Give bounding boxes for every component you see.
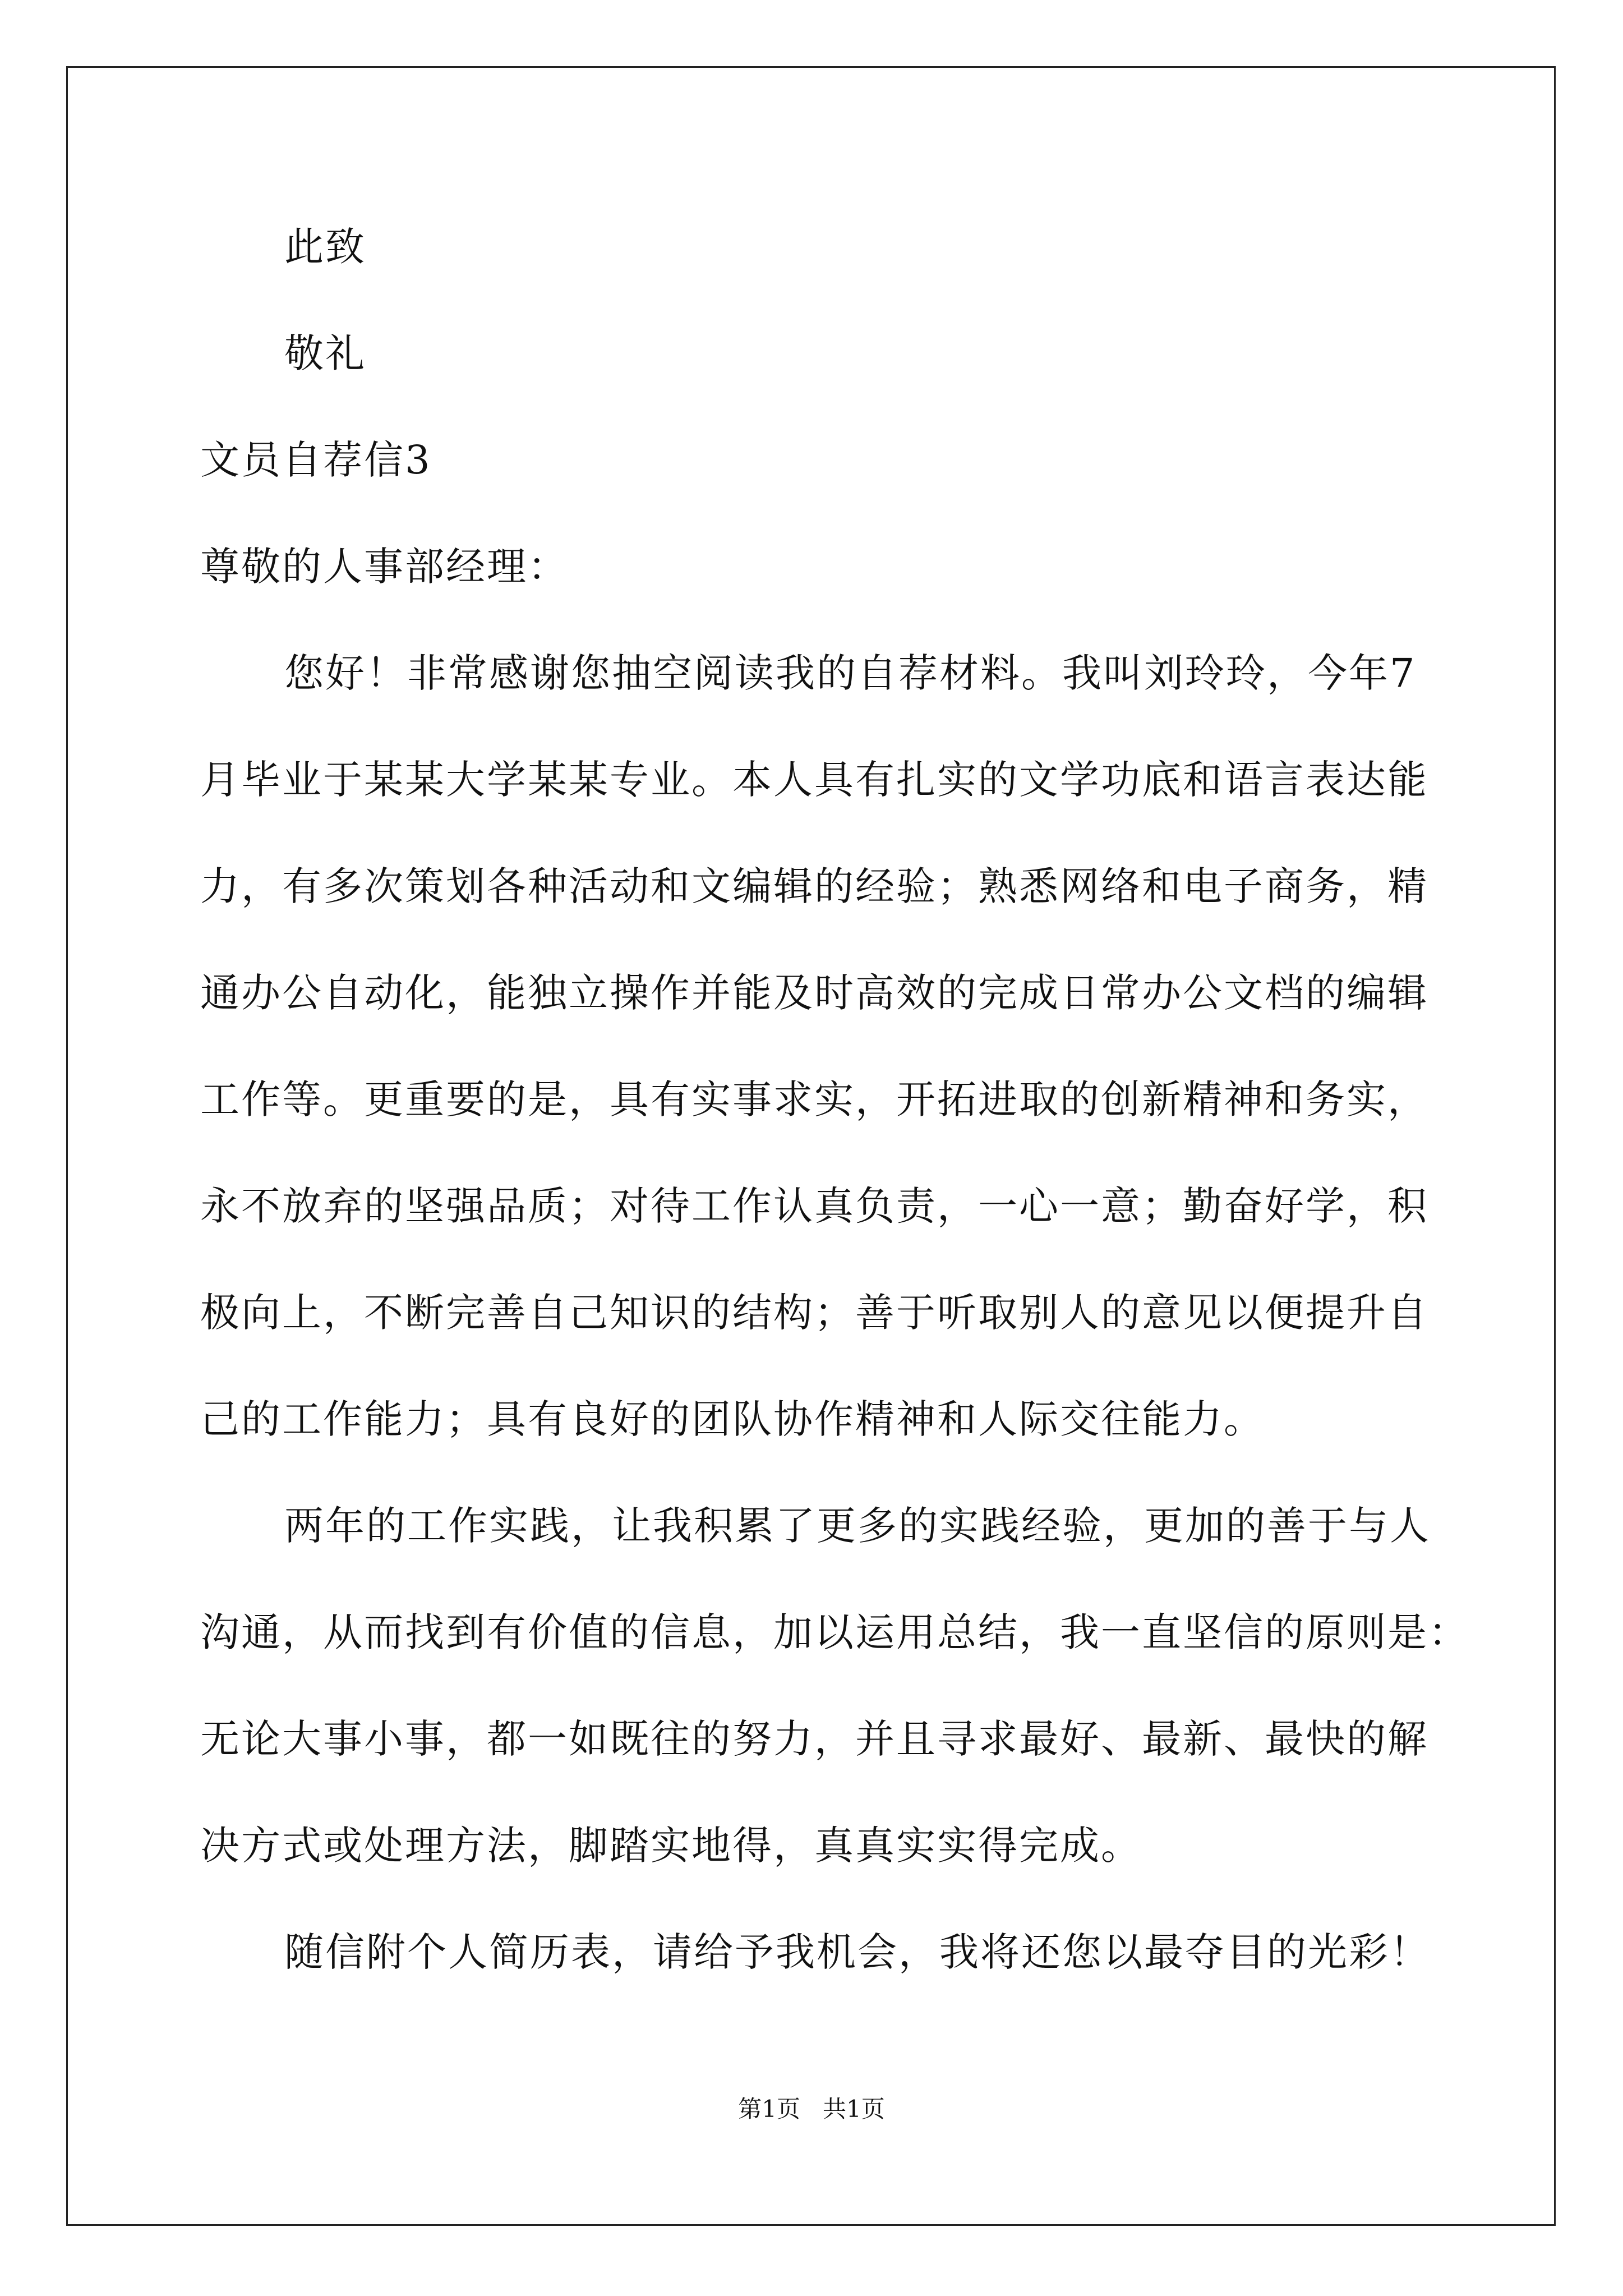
paragraph-2-line: 两年的工作实践，让我积累了更多的实践经验，更加的善于与人 <box>284 1503 1431 1549</box>
page-number-footer: 第1页 共1页 <box>738 2095 885 2123</box>
paragraph-1-line: 力，有多次策划各种活动和文编辑的经验；熟悉网络和电子商务，精 <box>200 863 1428 909</box>
paragraph-1-line: 工作等。更重要的是，具有实事求实，开拓进取的创新精神和务实， <box>200 1076 1428 1122</box>
letter-title: 文员自荐信3 <box>200 437 432 483</box>
paragraph-1-line: 您好！非常感谢您抽空阅读我的自荐材料。我叫刘玲玲，今年7 <box>284 650 1417 696</box>
paragraph-2-line: 无论大事小事，都一如既往的努力，并且寻求最好、最新、最快的解 <box>200 1716 1428 1762</box>
closing-regards: 敬礼 <box>284 330 366 376</box>
paragraph-2-line: 沟通，从而找到有价值的信息，加以运用总结，我一直坚信的原则是： <box>200 1609 1469 1655</box>
paragraph-1-line: 通办公自动化，能独立操作并能及时高效的完成日常办公文档的编辑 <box>200 970 1428 1016</box>
closing-salutation: 此致 <box>284 224 366 270</box>
letter-greeting: 尊敬的人事部经理： <box>200 544 569 590</box>
paragraph-2-line: 决方式或处理方法，脚踏实地得，真真实实得完成。 <box>200 1823 1142 1869</box>
paragraph-1-line: 永不放弃的坚强品质；对待工作认真负责，一心一意；勤奋好学，积 <box>200 1183 1428 1229</box>
paragraph-1-line: 己的工作能力；具有良好的团队协作精神和人际交往能力。 <box>200 1396 1265 1442</box>
paragraph-1-line: 月毕业于某某大学某某专业。本人具有扎实的文学功底和语言表达能 <box>200 757 1428 803</box>
paragraph-3-line: 随信附个人简历表，请给予我机会，我将还您以最夺目的光彩！ <box>284 1929 1431 1975</box>
paragraph-1-line: 极向上，不断完善自己知识的结构；善于听取别人的意见以便提升自 <box>200 1290 1428 1336</box>
page-border <box>66 66 1556 2226</box>
